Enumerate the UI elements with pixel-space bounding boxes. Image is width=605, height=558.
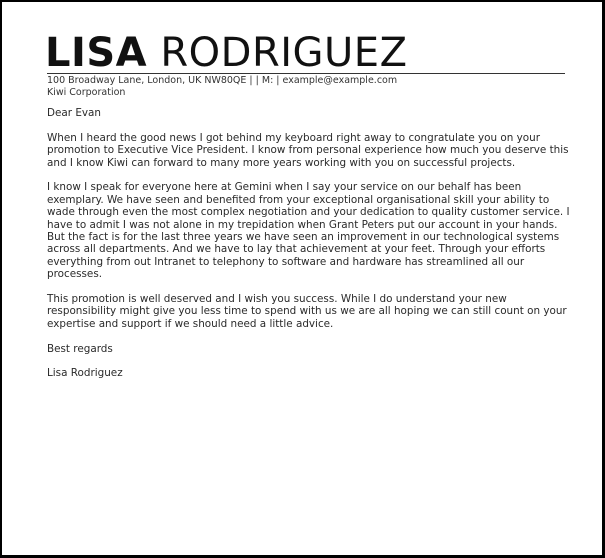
closing: Best regards bbox=[47, 342, 113, 355]
paragraph-3: This promotion is well deserved and I wish you success. While I do understand your new responsibility might give you less time to spend with us we are all hoping we can still count on your expertise and support if we should need a little advice. bbox=[47, 293, 567, 330]
salutation: Dear Evan bbox=[47, 107, 102, 119]
company-name: Kiwi Corporation bbox=[47, 87, 126, 98]
sender-name bbox=[45, 30, 408, 76]
sender-last-name: RODRIGUEZ bbox=[160, 30, 408, 76]
sender-first-name: LISA bbox=[45, 30, 148, 76]
signature: Lisa Rodriguez bbox=[47, 367, 123, 380]
paragraph-2: I know I speak for everyone here at Gemini when I say your service on our behalf has been exemplary. We have seen and benefited from your exceptional organisational skill your ability to wade through even the most complex negotiation and your dedication to quality customer service. I have to admit I was not alone in my trepidation when Grant Peters put our account in your hands. But the fact is for the last three years we have seen an improvement in our technological systems across all departments. And we have to lay that achievement at your feet. Through your efforts everything from out Intranet to telephony to software and hardware has streamlined all our processes. bbox=[47, 181, 570, 281]
letter-body bbox=[47, 107, 572, 392]
header-divider bbox=[47, 73, 565, 74]
contact-line: 100 Broadway Lane, London, UK NW80QE | | M: | example@example.com bbox=[47, 75, 398, 86]
paragraph-1: When I heard the good news I got behind my keyboard right away to congratulate you on your promotion to Executive Vice President. I know from personal experience how much you deserve this and I know Kiwi can forward to many more years working with you on successful projects. bbox=[47, 131, 569, 169]
